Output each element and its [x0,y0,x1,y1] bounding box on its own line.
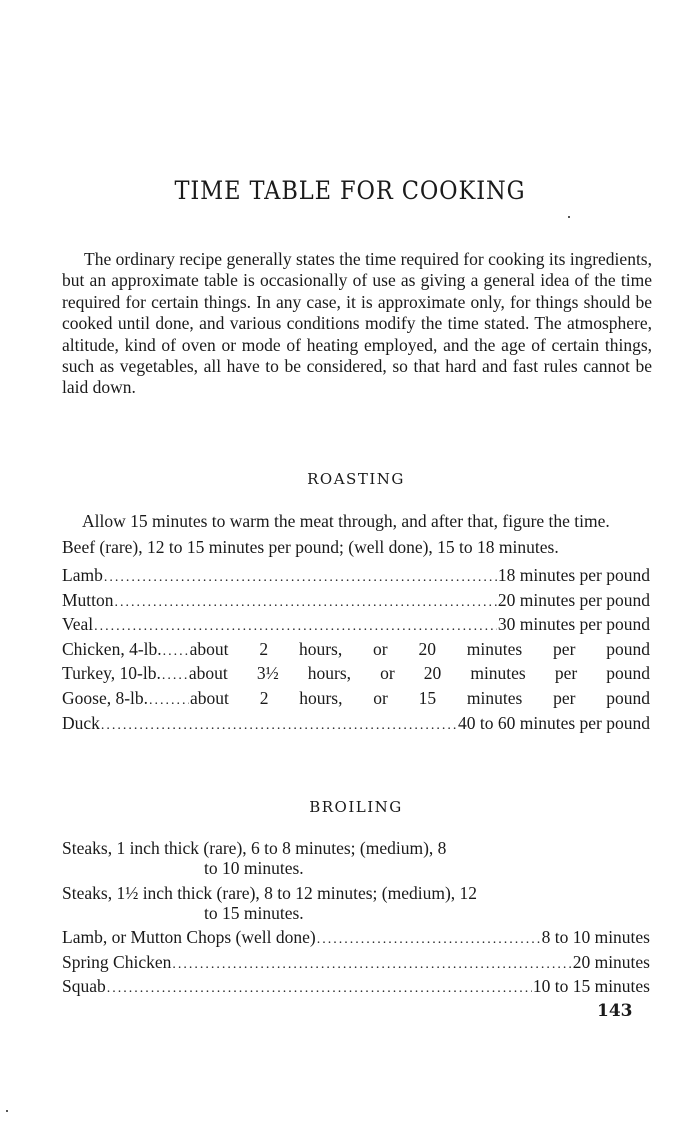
broiling-steaks-2-cont: to 15 minutes. [204,903,304,923]
broiling-row-label: Spring Chicken [62,951,172,972]
dot-leader [163,640,189,665]
print-speck [6,1110,8,1112]
broiling-row-value: 20 minutes [572,951,650,972]
roasting-beef: Beef (rare), 12 to 15 minutes per pound; (well done), 15 to 18 minutes. [62,537,559,557]
roasting-row [62,563,650,588]
broiling-steaks-1-cont: to 10 minutes. [204,858,304,878]
intro-text: The ordinary recipe generally states the time required for cooking its ingredients, but an approximate table is occasionally of use as giving a general idea of the time required for certain things. In any case, it is approximate only, for things should be cooked until done, and various conditions modify the time stated. The atmosphere, altitude, kind of oven or mode of heating employed, and the age of certain things, such as vegetables, all have to be considered, so that hard and fast rules cannot be laid down. [62,249,652,398]
roasting-row-label: Lamb [62,565,103,585]
roasting-row-value: 40 to 60 minutes per pound [458,712,650,733]
roasting-row [62,588,650,613]
broiling-row-value: 10 to 15 minutes [532,976,650,997]
roasting-row-value: 18 minutes per pound [497,565,650,585]
dot-leader [317,928,541,953]
broiling-steaks-1: Steaks, 1 inch thick (rare), 6 to 8 minutes; (medium), 8 [62,838,447,858]
broiling-heading: BROILING [309,798,403,816]
roasting-row [62,612,650,637]
roasting-row-value: about 2 hours, or 20 minutes per pound [189,638,650,659]
broiling-steaks-2: Steaks, 1½ inch thick (rare), 8 to 12 minutes; (medium), 12 [62,883,478,903]
dot-leader [101,714,457,739]
intro-paragraph [62,249,652,399]
roasting-row [62,711,650,736]
dot-leader [104,566,497,591]
roasting-row [62,661,650,686]
roasting-row-value: about 2 hours, or 15 minutes per pound [190,687,650,708]
broiling-row-label: Lamb, or Mutton Chops (well done) [62,927,316,947]
roasting-row-value: 30 minutes per pound [497,614,650,635]
broiling-section [62,838,650,999]
roasting-row-value: 20 minutes per pound [497,589,650,610]
dot-leader [107,977,532,1002]
roasting-note: Allow 15 minutes to warm the meat through, and after that, figure the time. [82,511,610,531]
roasting-row-value: about 3½ hours, or 20 minutes per pound [188,663,650,684]
broiling-row-value: 8 to 10 minutes [541,927,650,947]
page-number: 143 [597,1001,633,1021]
broiling-row-label: Squab [62,976,106,997]
dot-leader [149,689,189,714]
roasting-row-label: Turkey, 10-lb. [62,663,161,684]
broiling-row [62,974,650,999]
roasting-row [62,637,650,662]
print-speck [568,216,570,218]
roasting-section [62,511,650,735]
roasting-row-label: Mutton [62,589,114,610]
broiling-row [62,925,650,950]
roasting-row [62,686,650,711]
dot-leader [172,953,571,978]
roasting-row-label: Goose, 8-lb. [62,687,149,708]
roasting-heading: ROASTING [307,470,405,488]
roasting-row-label: Veal [62,614,94,635]
roasting-row-label: Chicken, 4-lb. [62,638,162,659]
page-title: TIME TABLE FOR COOKING [174,176,526,205]
broiling-row [62,950,650,975]
roasting-row-label: Duck [62,712,100,733]
dot-leader [162,664,188,689]
dot-leader [115,591,497,616]
